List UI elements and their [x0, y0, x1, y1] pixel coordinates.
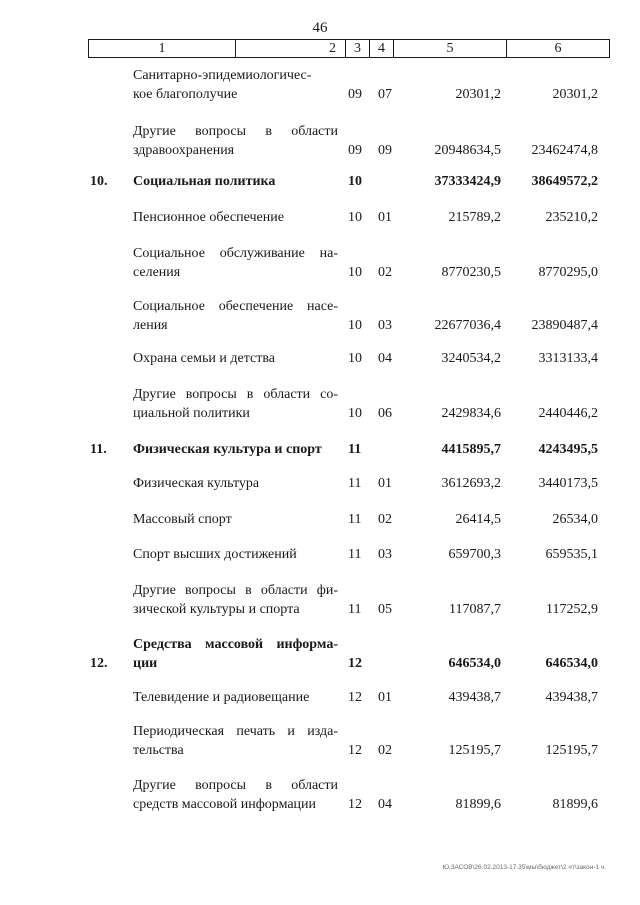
- row-name-line: здравоохранения: [133, 143, 235, 158]
- amount-col-5: 646534,0: [448, 656, 501, 671]
- amount-col-6: 646534,0: [545, 656, 598, 671]
- row-name: [133, 208, 338, 227]
- row-name: [133, 474, 338, 493]
- subsection-code: 05: [378, 602, 392, 617]
- row-name-line: кое благополучие: [133, 87, 238, 102]
- amount-col-5: 81899,6: [455, 797, 501, 812]
- row-name-line: селения: [133, 265, 181, 280]
- amount-col-6: 23462474,8: [531, 143, 598, 158]
- subsection-code: 07: [378, 87, 392, 102]
- section-code: 10: [348, 210, 362, 225]
- row-name: [133, 722, 338, 760]
- subsection-code: 02: [378, 265, 392, 280]
- header-col-3: 3: [345, 40, 369, 57]
- amount-col-5: 3240534,2: [441, 351, 501, 366]
- subsection-code: 04: [378, 351, 392, 366]
- subsection-code: 06: [378, 406, 392, 421]
- row-name-line: Средства массовой информа-: [133, 637, 338, 652]
- row-name-line: Периодическая печать и изда-: [133, 724, 338, 739]
- amount-col-6: 235210,2: [545, 210, 598, 225]
- subsection-code: 01: [378, 210, 392, 225]
- row-name-line: Массовый спорт: [133, 512, 232, 527]
- amount-col-5: 8770230,5: [441, 265, 501, 280]
- row-name-line: Физическая культура: [133, 476, 260, 491]
- row-name: [133, 581, 338, 619]
- row-name: [133, 440, 338, 459]
- row-name: [133, 172, 338, 191]
- section-code: 11: [348, 547, 362, 562]
- row-name-line: Другие вопросы в области со-: [133, 387, 338, 402]
- section-code: 12: [348, 743, 362, 758]
- amount-col-5: 26414,5: [455, 512, 501, 527]
- section-code: 09: [348, 143, 362, 158]
- section-code: 10: [348, 318, 362, 333]
- header-col-4: 4: [369, 40, 393, 57]
- row-name-line: Физическая культура и спорт: [133, 442, 322, 457]
- row-name: [133, 545, 338, 564]
- header-col-1: 1: [158, 41, 166, 56]
- amount-col-6: 81899,6: [552, 797, 598, 812]
- row-name-line: Другие вопросы в области фи-: [133, 583, 338, 598]
- amount-col-6: 23890487,4: [531, 318, 598, 333]
- amount-col-5: 117087,7: [449, 602, 501, 617]
- section-number: 12.: [90, 656, 108, 671]
- amount-col-6: 26534,0: [552, 512, 598, 527]
- row-name-line: ления: [133, 318, 168, 333]
- amount-col-6: 8770295,0: [538, 265, 598, 280]
- amount-col-5: 125195,7: [448, 743, 501, 758]
- row-name-line: зической культуры и спорта: [133, 602, 300, 617]
- amount-col-6: 125195,7: [545, 743, 598, 758]
- amount-col-5: 4415895,7: [441, 442, 501, 457]
- row-name: [133, 688, 338, 707]
- footer-file-path: Ю.3АСОВ\26.02.2013-17.35\мы\бюджет\2 чт\закон-1 ч.: [442, 864, 606, 871]
- row-name-line: Другие вопросы в области: [133, 124, 338, 139]
- subsection-code: 03: [378, 318, 392, 333]
- amount-col-6: 659535,1: [545, 547, 598, 562]
- row-name: [133, 510, 338, 529]
- amount-col-5: 3612693,2: [441, 476, 501, 491]
- row-name-line: Санитарно-эпидемиологичес-: [133, 68, 312, 83]
- row-name-line: Социальное обеспечение насе-: [133, 299, 338, 314]
- row-name: [133, 385, 338, 423]
- header-col-6: 6: [506, 40, 609, 57]
- section-code: 10: [348, 406, 362, 421]
- table-header: [88, 39, 610, 58]
- subsection-code: 04: [378, 797, 392, 812]
- row-name-line: Спорт высших достижений: [133, 547, 297, 562]
- amount-col-5: 22677036,4: [434, 318, 501, 333]
- section-code: 12: [348, 797, 362, 812]
- header-col-2: 2: [235, 40, 429, 57]
- row-name-line: Охрана семьи и детства: [133, 351, 275, 366]
- row-name-line: Другие вопросы в области: [133, 778, 338, 793]
- amount-col-6: 20301,2: [552, 87, 598, 102]
- page-number: 46: [312, 20, 328, 36]
- row-name: [133, 635, 338, 673]
- row-name: [133, 122, 338, 160]
- section-number: 10.: [90, 174, 108, 189]
- amount-col-5: 20301,2: [455, 87, 501, 102]
- amount-col-6: 3313133,4: [538, 351, 598, 366]
- section-code: 10: [348, 351, 362, 366]
- section-code: 10: [348, 265, 362, 280]
- subsection-code: 02: [378, 743, 392, 758]
- row-name-line: Социальная политика: [133, 174, 276, 189]
- subsection-code: 09: [378, 143, 392, 158]
- amount-col-6: 439438,7: [545, 690, 598, 705]
- section-code: 11: [348, 476, 362, 491]
- amount-col-5: 2429834,6: [441, 406, 501, 421]
- section-code: 12: [348, 690, 362, 705]
- amount-col-6: 117252,9: [546, 602, 598, 617]
- section-code: 09: [348, 87, 362, 102]
- subsection-code: 03: [378, 547, 392, 562]
- section-code: 12: [348, 656, 362, 671]
- subsection-code: 01: [378, 476, 392, 491]
- amount-col-6: 4243495,5: [538, 442, 598, 457]
- amount-col-5: 20948634,5: [434, 143, 501, 158]
- row-name: [133, 297, 338, 335]
- subsection-code: 01: [378, 690, 392, 705]
- row-name-line: ции: [133, 656, 158, 671]
- row-name: [133, 349, 338, 368]
- row-name-line: Пенсионное обеспечение: [133, 210, 284, 225]
- row-name-line: Телевидение и радиовещание: [133, 690, 310, 705]
- section-code: 10: [348, 174, 362, 189]
- row-name-line: циальной политики: [133, 406, 250, 421]
- amount-col-6: 3440173,5: [538, 476, 598, 491]
- section-code: 11: [348, 512, 362, 527]
- header-col-5: 5: [393, 40, 506, 57]
- row-name: [133, 776, 338, 814]
- amount-col-6: 38649572,2: [531, 174, 598, 189]
- row-name: [133, 244, 338, 282]
- section-number: 11.: [90, 442, 107, 457]
- amount-col-6: 2440446,2: [538, 406, 598, 421]
- amount-col-5: 439438,7: [448, 690, 501, 705]
- subsection-code: 02: [378, 512, 392, 527]
- row-name: [133, 66, 338, 104]
- row-name-line: тельства: [133, 743, 184, 758]
- row-name-line: Социальное обслуживание на-: [133, 246, 338, 261]
- section-code: 11: [348, 602, 362, 617]
- amount-col-5: 659700,3: [448, 547, 501, 562]
- row-name-line: средств массовой информации: [133, 797, 317, 812]
- amount-col-5: 215789,2: [448, 210, 501, 225]
- amount-col-5: 37333424,9: [434, 174, 501, 189]
- section-code: 11: [348, 442, 362, 457]
